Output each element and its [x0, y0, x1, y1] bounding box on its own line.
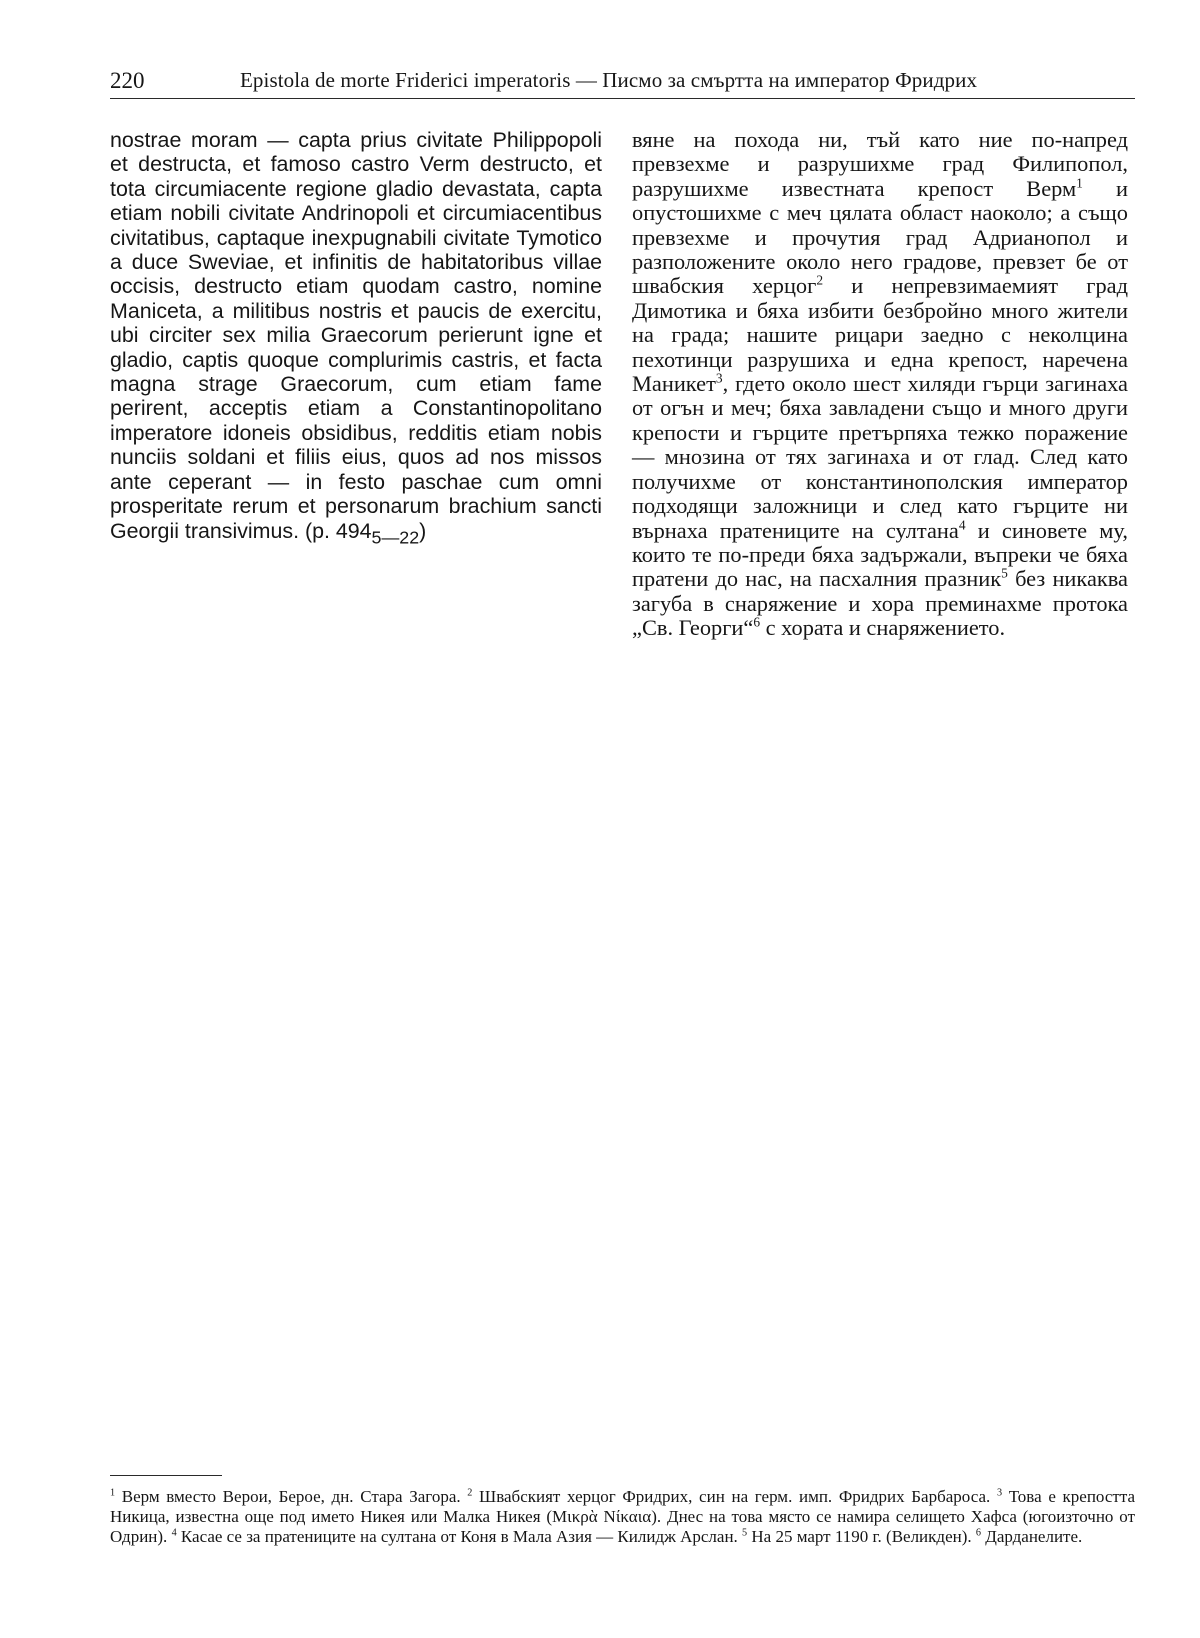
footnote-text: Касае се за пратениците на султана от Коня в Мала Азия — Килидж Арслан. — [176, 1527, 743, 1546]
footnote-ref[interactable]: 1 — [1076, 175, 1083, 191]
footnote-text: Това е крепостта Никица, известна още под името Никея или Малка Никея (Μικρὰ Νίκαια). Днес на това място се намира селището Хафса (югоизточно от Одрин). — [110, 1487, 1136, 1546]
footnote-number: 3 — [996, 1487, 1003, 1499]
footnote-number: 1 — [110, 1487, 116, 1499]
latin-text: nostrae moram — capta prius civitate Philippopoli et destructa, et famoso castro Verm destructo, et tota circumiacente regione gladio devastata, capta etiam nobili civitate Andrinopoli et circumiacentibus civitatibus, captaque inexpugnabili civitate Tymotico a duce Sweviae, et infinitis de habitatoribus villae occisis, destructo etiam quodam castro, nomine Maniceta, a militibus nostris et paucis de exercitu, ubi circiter sex milia Graecorum perierunt igne et gladio, captis quoque complurimis castris, et facta magna strage Graecorum, cum etiam fame perirent, acceptis etiam a Constantinopolitano imperatore idoneis obsidibus, redditis etiam nobis nunciis soldani et filiis eius, quos ad nos missos ante ceperant — in festo paschae cum omni prosperitate rerum et personarum brachium sancti Georgii transivimus. (p. 494 — [110, 128, 602, 543]
footnote-ref[interactable]: 2 — [816, 272, 824, 288]
footnote-divider — [110, 1475, 222, 1476]
footnote-text: Швабският херцог Фридрих, син на герм. имп. Фридрих Барбароса. — [472, 1487, 997, 1506]
bulgarian-text-segment: и опустошихме с меч цялата област наоколо; а също превзехме и прочутия град Адрианопол и разположените около него градове, превзет бе от швабския херцог — [632, 175, 1128, 299]
footnote-ref[interactable]: 4 — [958, 517, 966, 533]
bulgarian-paragraph — [632, 128, 1128, 641]
footnote-text: На 25 март 1190 г. (Великден). — [747, 1527, 976, 1546]
footnote-number: 5 — [742, 1527, 748, 1539]
footnote-ref[interactable]: 3 — [715, 370, 723, 386]
page-ref-subscript: 5—22 — [371, 526, 420, 547]
footnotes-paragraph — [110, 1487, 1135, 1547]
footnote-text: Верм вместо Верои, Берое, дн. Стара Загора. — [115, 1487, 468, 1506]
footnote-number: 2 — [467, 1487, 473, 1499]
footnote-ref[interactable]: 6 — [753, 614, 761, 630]
bulgarian-text-segment: и синовете му, които те по-преди бяха задържали, въпреки че бяха пратени до нас, на пасхалния празник — [632, 517, 1128, 592]
bulgarian-text-segment: , гдето около шест хиляди гърци загинаха от огън и меч; бяха завладени също и много други крепости и гърците претърпяха тежко поражение — мнозина от тях загинаха и от глад. След като получихме от константинополския император подходящи заложници и след като гърците ни върнаха пратениците на султана — [632, 371, 1128, 543]
footnotes — [110, 1487, 1135, 1547]
latin-paragraph — [110, 128, 602, 549]
bulgarian-text-segment: вяне на похода ни, тъй като ние по-напред превзехме и разрушихме град Филипопол, разрушихме известната крепост Верм — [632, 127, 1128, 201]
latin-column — [110, 128, 602, 549]
running-title: Epistola de morte Friderici imperatoris — Писмо за смъртта на император Фридрих — [240, 68, 978, 92]
footnote-number: 6 — [975, 1527, 981, 1539]
footnote-ref[interactable]: 5 — [1001, 565, 1008, 581]
footnote-number: 4 — [171, 1527, 177, 1539]
running-header — [110, 62, 1135, 99]
bulgarian-column — [632, 128, 1128, 641]
bulgarian-text-segment: с хората и снаряжението. — [760, 615, 1006, 641]
bulgarian-text-segment: без никаква загуба в снаряжение и хора преминахме протока „Св. Георги“ — [632, 566, 1128, 641]
page-ref-close: ) — [419, 518, 427, 543]
page-number: 220 — [110, 68, 145, 93]
bulgarian-text-segment: и непревзимаемият град Димотика и бяха избити безбройно много жители на града; нашите рицари заедно с неколцина пехотинци разрушиха и една крепост, наречена Маникет — [632, 273, 1128, 397]
footnote-text: Дарданелите. — [980, 1527, 1083, 1546]
